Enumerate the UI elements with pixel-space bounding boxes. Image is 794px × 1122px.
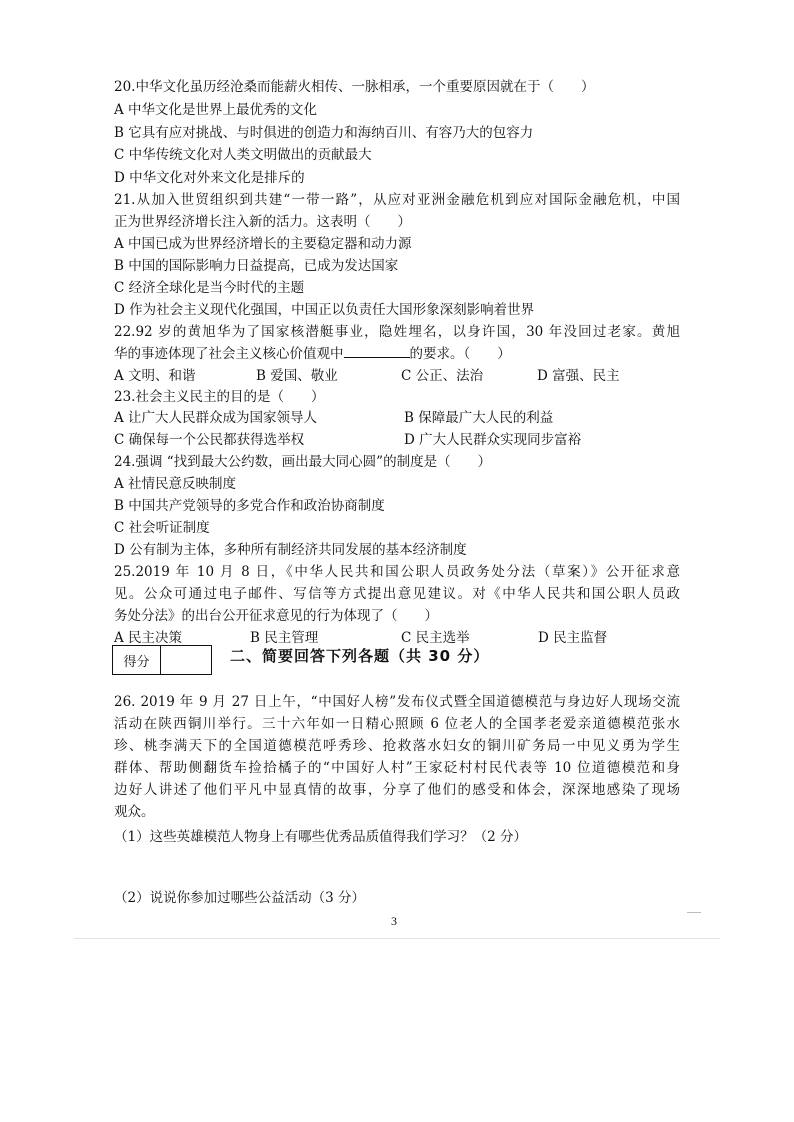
q21-stem-line1: 21.从加入世贸组织到共建“一带一路”，从应对亚洲金融危机到应对国际金融危机，中国	[114, 192, 680, 208]
q22-option-d: D 富强、民主	[537, 368, 620, 384]
q23-stem: 23.社会主义民主的目的是（ ）	[114, 389, 325, 405]
q26-stem-line5: 边好人讲述了他们平凡中显真情的故事，分享了他们的感受和体会，深深地感染了现场	[114, 782, 680, 798]
q21-option-a: A 中国已成为世界经济增长的主要稳定器和动力源	[114, 236, 412, 252]
score-label: 得分	[113, 646, 161, 674]
q21-option-b: B 中国的国际影响力日益提高，已成为发达国家	[114, 258, 399, 274]
q26-subquestion-1: （1）这些英雄模范人物身上有哪些优秀品质值得我们学习？（2 分）	[114, 829, 527, 845]
q22-stem-before-blank: 华的事迹体现了社会主义核心价值观中	[114, 346, 344, 362]
q22-option-b: B 爱国、敬业	[256, 368, 338, 384]
q23-option-d: D 广大人民群众实现同步富裕	[404, 432, 582, 448]
q26-stem-line1: 26. 2019 年 9 月 27 日上午，“中国好人榜”发布仪式暨全国道德模范与身边好人现场交流	[114, 694, 680, 710]
q20-option-c: C 中华传统文化对人类文明做出的贡献最大	[114, 147, 372, 163]
q23-option-b: B 保障最广大人民的利益	[404, 410, 554, 426]
q20-option-d: D 中华文化对外来文化是排斥的	[114, 170, 305, 186]
q25-stem-line1: 25.2019 年 10 月 8 日，《中华人民共和国公职人员政务处分法（草案）》公开征求意	[114, 564, 680, 580]
q20-option-a: A 中华文化是世界上最优秀的文化	[114, 102, 318, 118]
q25-option-d: D 民主监督	[538, 630, 608, 646]
q25-stem-line3: 务处分法》的出台公开征求意见的行为体现了（ ）	[114, 608, 438, 624]
q22-option-a: A 文明、和谐	[114, 368, 196, 384]
q22-stem-line2	[114, 344, 511, 364]
q26-subquestion-2: （2）说说你参加过哪些公益活动（3 分）	[114, 890, 365, 906]
q23-option-c: C 确保每一个公民都获得选举权	[114, 432, 305, 448]
section-title: 二、简要回答下列各题（共 30 分）	[230, 647, 490, 665]
q22-option-c: C 公正、法治	[401, 368, 484, 384]
q20-option-b: B 它具有应对挑战、与时俱进的创造力和海纳百川、有容乃大的包容力	[114, 125, 534, 141]
q25-option-c: C 民主选举	[401, 630, 470, 646]
q24-option-c: C 社会听证制度	[114, 520, 210, 536]
q24-option-a: A 社情民意反映制度	[114, 476, 237, 492]
q24-option-d: D 公有制为主体，多种所有制经济共同发展的基本经济制度	[114, 542, 467, 558]
q21-option-d: D 作为社会主义现代化强国，中国正以负责任大国形象深刻影响着世界	[114, 302, 535, 318]
q26-stem-line3: 珍、桃李满天下的全国道德模范呼秀珍、抢救落水妇女的铜川矿务局一中见义勇为学生	[114, 738, 680, 754]
q24-stem: 24.强调 “找到最大公约数，画出最大同心圆”的制度是（ ）	[114, 454, 492, 470]
q26-stem-line2: 活动在陕西铜川举行。三十六年如一日精心照顾 6 位老人的全国孝老爱亲道德模范张水	[114, 716, 680, 732]
q22-stem-after-blank: 的要求。（ ）	[409, 346, 511, 362]
q25-stem-line2: 见。公众可通过电子邮件、写信等方式提出意见建议。对《中华人民共和国公职人员政	[114, 586, 680, 602]
q26-stem-line6: 观众。	[114, 804, 155, 820]
answer-blank[interactable]	[344, 344, 410, 358]
q21-option-c: C 经济全球化是当今时代的主题	[114, 280, 305, 296]
q25-option-a: A 民主决策	[114, 630, 183, 646]
footer-divider	[74, 938, 720, 939]
q21-stem-line2: 正为世界经济增长注入新的活力。这表明（ ）	[114, 214, 411, 230]
q22-stem-line1: 22.92 岁的黄旭华为了国家核潜艇事业，隐姓埋名，以身许国，30 年没回过老家。黄旭	[114, 324, 680, 340]
q25-option-b: B 民主管理	[250, 630, 319, 646]
score-box	[112, 645, 212, 675]
stray-mark	[687, 912, 701, 913]
page-number: 3	[391, 914, 397, 928]
q20-stem: 20.中华文化虽历经沧桑而能薪火相传、一脉相承，一个重要原因就在于（ ）	[114, 79, 595, 95]
q24-option-b: B 中国共产党领导的多党合作和政治协商制度	[114, 498, 385, 514]
q26-stem-line4: 群体、帮助侧翻货车捡拾橘子的“中国好人村”王家砭村村民代表等 10 位道德模范和身	[114, 760, 680, 776]
q23-option-a: A 让广大人民群众成为国家领导人	[114, 410, 318, 426]
